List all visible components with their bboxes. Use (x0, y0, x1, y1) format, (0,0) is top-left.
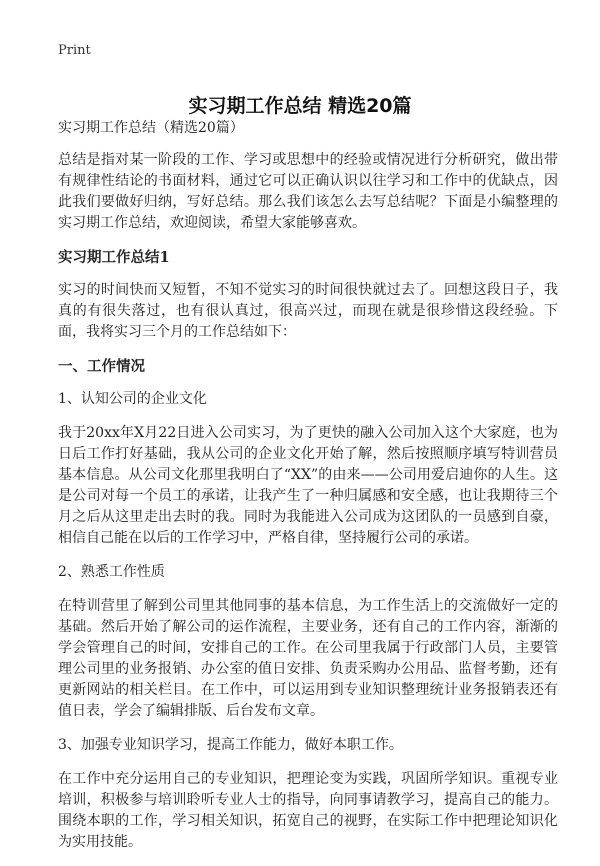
document-title: 实习期工作总结 精选20篇 (188, 94, 412, 117)
item-paragraph-2: 在特训营里了解到公司里其他同事的基本信息，为工作生活上的交流做好一定的基础。然后开始了解公司的运作流程，主要业务，还有自己的工作内容，渐渐的学会管理自己的时间，安排自己的工作。在公司里我属于行政部门人员，主要管理公司里的业务报销、办公室的值日安排、负责采购办公用品、监督考勤，还有更新网站的相关栏目。在工作中，可以运用到专业知识整理统计业务报销表还有值日表，学会了编辑排版、后台发布文章。 (58, 598, 558, 719)
item-heading-1: 1、认知公司的企业文化 (58, 391, 207, 407)
item-heading-2: 2、熟悉工作性质 (58, 564, 165, 580)
section-heading: 实习期工作总结1 (58, 249, 170, 266)
section-intro-paragraph: 实习的时间快而又短暂，不知不觉实习的时间很快就过去了。回想这段日子，我真的有很失落过，也有很认真过，很高兴过，而现在就是很珍惜这段经验。下面，我将实习三个月的工作总结如下： (58, 282, 558, 340)
item-paragraph-1: 我于20xx年X月22日进入公司实习，为了更快的融入公司加入这个大家庭，也为日后工作打好基础，我从公司的企业文化开始了解，然后按照顺序填写特训营员基本信息。从公司文化那里我明白了“XX”的由来——公司用爱启迪你的人生。这是公司对每一个员工的承诺，让我产生了一种归属感和安全感，也让我期待三个月之后从这里走出去时的我。同时为我能进入公司成为这团队的一员感到自豪，相信自己能在以后的工作学习中，严格自律，坚持履行公司的承诺。 (58, 425, 558, 546)
intro-paragraph: 总结是指对某一阶段的工作、学习或思想中的经验或情况进行分析研究，做出带有规律性结论的书面材料，通过它可以正确认识以往学习和工作中的优缺点，因此我们要做好归纳，写好总结。那么我们该怎么去写总结呢？下面是小编整理的实习期工作总结，欢迎阅读，希望大家能够喜欢。 (58, 152, 558, 231)
part-heading: 一、工作情况 (58, 358, 145, 375)
item-paragraph-3: 在工作中充分运用自己的专业知识，把理论变为实践，巩固所学知识。重视专业培训，积极参与培训聆听专业人士的指导，向同事请教学习，提高自己的能力。围绕本职的工作，学习相关知识，拓宽自己的视野，在实际工作中把理论知识化为实用技能。 (58, 771, 558, 850)
document-body (58, 118, 558, 866)
item-heading-3: 3、加强专业知识学习，提高工作能力，做好本职工作。 (58, 737, 403, 753)
print-link[interactable]: Print (58, 43, 91, 58)
document-subtitle: 实习期工作总结（精选20篇） (58, 120, 244, 136)
